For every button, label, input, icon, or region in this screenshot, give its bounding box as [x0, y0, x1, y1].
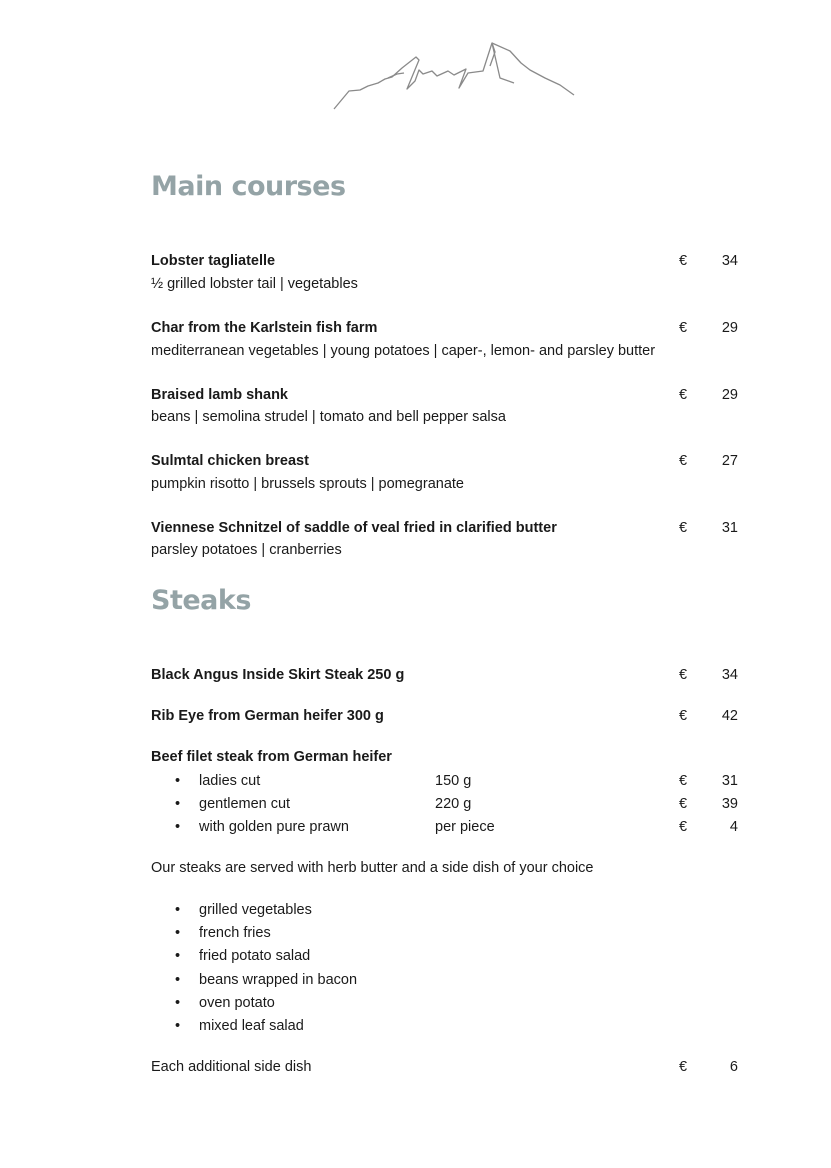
dish-description: beans | semolina strudel | tomato and bell pepper salsa: [151, 409, 506, 425]
menu-item: [151, 385, 738, 405]
bullet-icon: •: [175, 972, 181, 988]
currency-symbol: €: [679, 1059, 688, 1075]
main-courses-heading: Main courses: [151, 171, 346, 202]
dish-name: Lobster tagliatelle: [151, 253, 276, 269]
dish-name: Char from the Karlstein fish farm: [151, 320, 378, 336]
bullet-icon: •: [175, 1018, 181, 1034]
dish-price: 29: [721, 387, 738, 403]
dish-price: 34: [721, 667, 738, 683]
bullet-icon: •: [175, 995, 181, 1011]
bullet-icon: •: [175, 925, 181, 941]
additional-side-price: 6: [729, 1059, 738, 1075]
cut-label: with golden pure prawn: [199, 819, 349, 835]
cut-label: gentlemen cut: [199, 796, 291, 812]
cut-price: 31: [721, 773, 738, 789]
served-note: Our steaks are served with herb butter and a side dish of your choice: [151, 860, 594, 876]
side-dish-label: oven potato: [199, 995, 275, 1011]
side-dish-label: beans wrapped in bacon: [199, 972, 358, 988]
side-dish-label: fried potato salad: [199, 948, 311, 964]
currency-symbol: €: [679, 708, 688, 724]
list-item: [151, 923, 738, 943]
list-item: [151, 970, 738, 990]
list-item: [151, 900, 738, 920]
dish-description: ½ grilled lobster tail | vegetables: [151, 276, 358, 292]
menu-item: [151, 518, 738, 538]
currency-symbol: €: [679, 796, 688, 812]
dish-name: Braised lamb shank: [151, 387, 288, 403]
dish-name: Black Angus Inside Skirt Steak 250 g: [151, 667, 405, 683]
dish-price: 27: [721, 453, 738, 469]
cut-size: 220 g: [435, 796, 472, 812]
menu-item: [151, 251, 738, 271]
dish-name: Rib Eye from German heifer 300 g: [151, 708, 384, 724]
side-dish-label: french fries: [199, 925, 271, 941]
menu-item: [151, 747, 738, 767]
additional-side-label: Each additional side dish: [151, 1059, 312, 1075]
bullet-icon: •: [175, 819, 181, 835]
list-item: [151, 817, 738, 837]
currency-symbol: €: [679, 667, 688, 683]
menu-item: [151, 451, 738, 471]
bullet-icon: •: [175, 902, 181, 918]
cut-label: ladies cut: [199, 773, 261, 789]
dish-price: 34: [721, 253, 738, 269]
cut-size: per piece: [435, 819, 495, 835]
currency-symbol: €: [679, 253, 688, 269]
bullet-icon: •: [175, 948, 181, 964]
mountain-logo: [330, 38, 580, 113]
dish-price: 42: [721, 708, 738, 724]
mountain-logo-icon: [330, 38, 580, 113]
list-item: [151, 771, 738, 791]
dish-name: Sulmtal chicken breast: [151, 453, 309, 469]
list-item: [151, 1016, 738, 1036]
dish-description: parsley potatoes | cranberries: [151, 542, 342, 558]
steaks-heading: Steaks: [151, 585, 251, 616]
currency-symbol: €: [679, 773, 688, 789]
dish-name: Viennese Schnitzel of saddle of veal fried in clarified butter: [151, 520, 557, 536]
side-dish-label: mixed leaf salad: [199, 1018, 304, 1034]
dish-price: 31: [721, 520, 738, 536]
menu-item: [151, 318, 738, 338]
list-item: [151, 993, 738, 1013]
dish-description: pumpkin risotto | brussels sprouts | pomegranate: [151, 476, 464, 492]
cut-size: 150 g: [435, 773, 472, 789]
currency-symbol: €: [679, 520, 688, 536]
side-dish-label: grilled vegetables: [199, 902, 312, 918]
dish-description: mediterranean vegetables | young potatoes | caper-, lemon- and parsley butter: [151, 343, 656, 359]
currency-symbol: €: [679, 819, 688, 835]
list-item: [151, 794, 738, 814]
menu-item: [151, 706, 738, 726]
menu-item: [151, 665, 738, 685]
dish-price: 29: [721, 320, 738, 336]
list-item: [151, 946, 738, 966]
currency-symbol: €: [679, 453, 688, 469]
dish-name: Beef filet steak from German heifer: [151, 749, 392, 765]
currency-symbol: €: [679, 320, 688, 336]
bullet-icon: •: [175, 796, 181, 812]
cut-price: 4: [729, 819, 738, 835]
bullet-icon: •: [175, 773, 181, 789]
currency-symbol: €: [679, 387, 688, 403]
additional-side-row: [151, 1057, 738, 1077]
cut-price: 39: [721, 796, 738, 812]
